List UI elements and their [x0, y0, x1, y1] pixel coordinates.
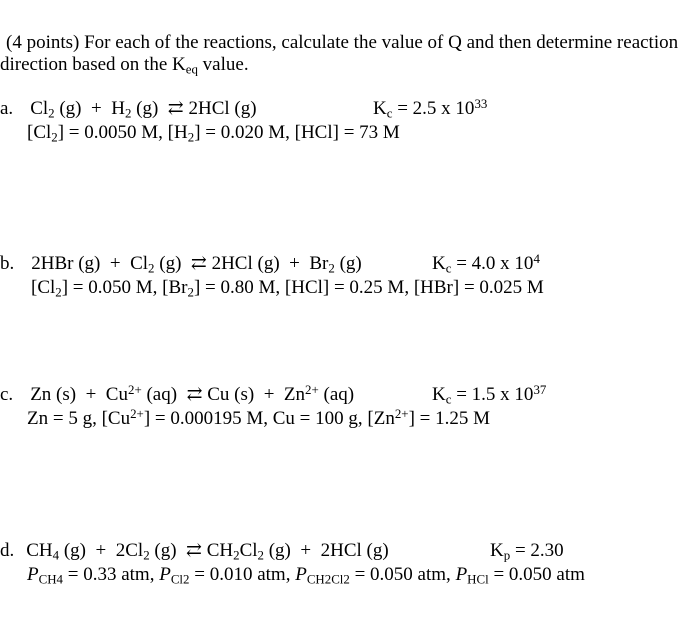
equilibrium-arrow-icon: ⇄	[167, 98, 184, 119]
equilibrium-arrow-icon: ⇄	[190, 253, 207, 274]
problem-d-conditions: $P_{CH4} = 0.33$ atm, $P_{Cl2} = 0.010$ atm, $P_{CH2Cl2} = 0.050$ atm, $P_{HCl} = 0.050$ atm	[27, 564, 585, 587]
equilibrium-arrow-icon: ⇄	[186, 384, 203, 405]
problem-b-conditions: $[Cl_2] = 0.050$ M, $[Br_2] = 0.80$ M, [HCl] = 0.25 M, [HBr] = 0.025 M	[31, 277, 544, 300]
problem-d-k: $K_p = 2.30$	[490, 540, 564, 563]
problem-b-equation: b. 2HBr $(g) + Cl_2$ (g) ⇄ 2HCl $(g) + Br_2$ (g)	[0, 253, 362, 276]
problem-a-k: $K_c = 2.5$ x $10^{33}$	[373, 96, 488, 121]
problem-d-equation: d. $CH_4$ $(g) + 2Cl_2$ (g) ⇄ $CH_2Cl_2$ (g) + 2HCl (g)	[0, 540, 389, 563]
equilibrium-arrow-icon: ⇄	[186, 540, 202, 561]
problem-a-equation: a. $Cl_2$ $(g) + H_2$ (g) ⇄ 2HCl (g)	[0, 98, 257, 121]
problem-a-conditions: $[Cl_2] = 0.0050$ M, $[H_2] = 0.020$ M, [HCl] = 73 M	[27, 122, 400, 145]
problem-c-conditions: Zn = 5 g, $[Cu^{2+}] = 0.000195$ M, Cu = 100 g, $[Zn^{2+}] = 1.25$ M	[27, 406, 490, 429]
problem-b-k: $K_c = 4.0$ x $10^4$	[432, 251, 540, 276]
problem-c-equation: c. Zn $(s) + Cu^{2+}$ (aq) ⇄ Cu $(s) + Zn^{2+}$ (aq)	[0, 382, 355, 405]
problem-c-k: $K_c = 1.5$ x $10^{37}$	[432, 382, 547, 407]
intro-line-2: direction based on the $K_{eq}$ value.	[0, 54, 249, 77]
intro-line-1: (4 points) For each of the reactions, calculate the value of Q and then determine reaction	[6, 32, 679, 53]
